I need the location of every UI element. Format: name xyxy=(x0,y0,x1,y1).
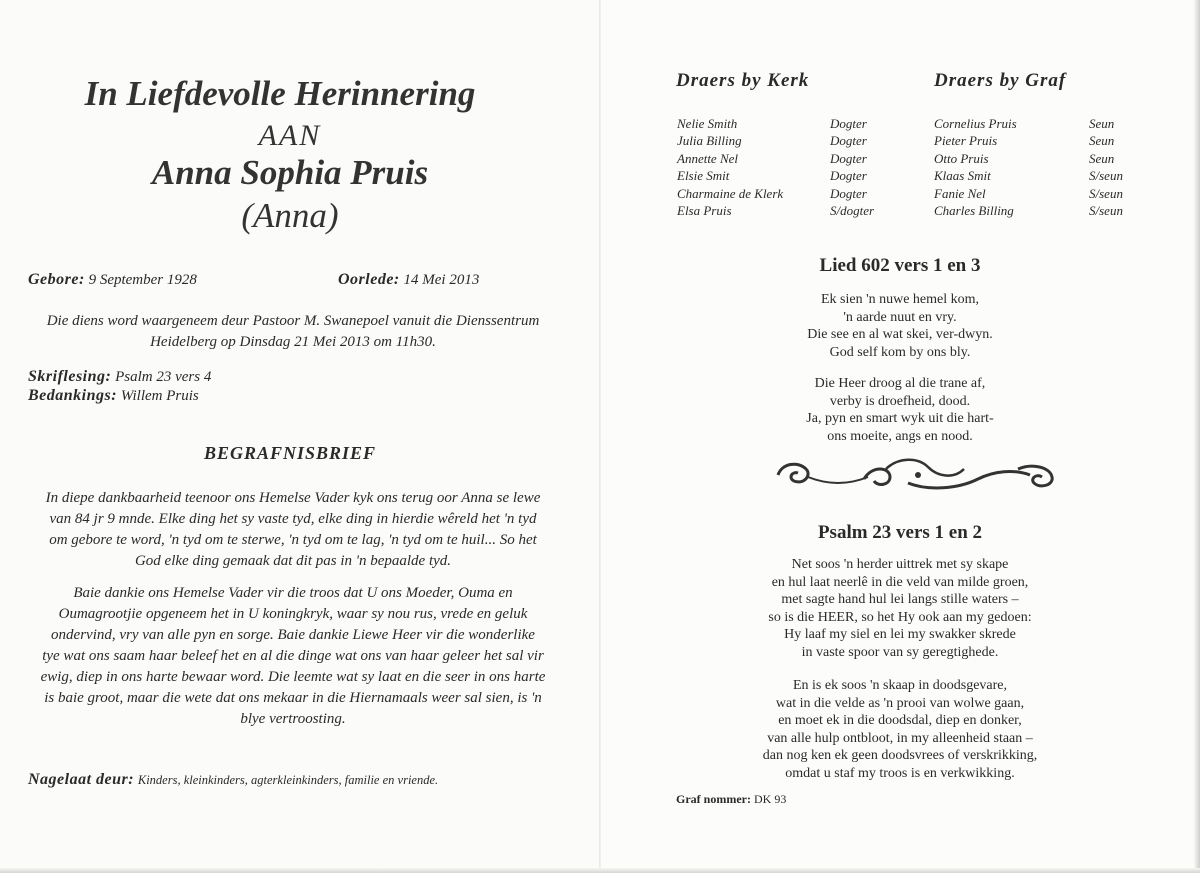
thanks-value: Willem Pruis xyxy=(120,388,199,404)
deceased-nickname: (Anna) xyxy=(241,196,339,235)
died-label: Oorlede: xyxy=(338,271,400,288)
died-value: 14 Mei 2013 xyxy=(403,272,480,288)
grave-bearers-heading: Draers by Graf xyxy=(934,70,1067,91)
verse-line: en hul laat neerlê in die veld van milde groen, xyxy=(771,574,1029,590)
survived-row xyxy=(28,771,438,789)
verse-line: Ja, pyn en smart wyk uit die hart- xyxy=(806,411,994,426)
paragraph-line: God elke ding gemaak dat dit pas in 'n bepaalde tyd. xyxy=(134,553,452,569)
psalm-title: Psalm 23 vers 1 en 2 xyxy=(817,522,983,543)
paragraph-line: Baie dankie ons Hemelse Vader vir die troos dat U ons Moeder, Ouma en xyxy=(73,585,513,601)
grave-number-row xyxy=(676,792,786,807)
letter-paragraph-2 xyxy=(28,583,558,730)
paragraph-line: ewig, diep in ons harte bewaar word. Die leemte wat sy laat en die seer in ons harte xyxy=(40,669,546,685)
verse-line: God self kom by ons bly. xyxy=(829,344,971,360)
bearer-relation: Seun xyxy=(1089,150,1115,166)
verse-line: met sagte hand hul lei langs stille waters – xyxy=(781,592,1019,607)
bearer-name: Charles Billing xyxy=(934,203,1014,219)
bearer-name: Elsie Smit xyxy=(677,168,730,184)
bearer-name: Cornelius Pruis xyxy=(934,116,1017,131)
verse-line: Die see en al wat skei, ver-dwyn. xyxy=(807,327,993,342)
verse-line: wat in die velde as 'n prooi van wolwe gaan, xyxy=(775,695,1025,711)
bearer-relation: Dogter xyxy=(830,168,867,184)
psalm-stanza-1 xyxy=(600,556,1200,661)
verse-line: Ek sien 'n nuwe hemel kom, xyxy=(820,292,980,307)
thanks-label: Bedankings: xyxy=(28,387,118,404)
born-row xyxy=(28,271,197,289)
paragraph-line: om gebore te word, 'n tyd om te sterwe, 'n tyd om te lag, 'n tyd om te huil... So het xyxy=(49,532,537,548)
died-row xyxy=(338,271,479,289)
bearer-relation: S/seun xyxy=(1089,203,1123,219)
verse-line: 'n aarde nuut en vry. xyxy=(843,309,957,325)
paragraph-line: blye vertroosting. xyxy=(240,711,346,727)
verse-line: verby is droefheid, dood. xyxy=(829,393,971,409)
verse-line: van alle hulp ontbloot, in my alleenheid staan – xyxy=(767,730,1033,746)
born-value: 9 September 1928 xyxy=(88,272,197,288)
grave-number-label: Graf nommer: xyxy=(676,792,751,806)
verse-line: Die Heer droog al die trane af, xyxy=(814,376,986,391)
bearer-relation: Dogter xyxy=(830,150,867,166)
reading-label: Skriflesing: xyxy=(28,368,112,385)
verse-line: en moet ek in die doodsdal, diep en donker, xyxy=(778,713,1022,728)
bearer-name: Pieter Pruis xyxy=(934,133,998,149)
bearer-relation: S/seun xyxy=(1089,168,1123,184)
section-heading: BEGRAFNISBRIEF xyxy=(203,443,377,463)
verse-line: Net soos 'n herder uittrek met sy skape xyxy=(791,557,1009,572)
hymn-title: Lied 602 vers 1 en 3 xyxy=(819,255,981,276)
paper-edge-bottom xyxy=(0,868,1200,873)
reading-value: Psalm 23 vers 4 xyxy=(115,369,212,385)
verse-line: omdat u staf my troos is en verkwikking. xyxy=(785,765,1015,781)
letter-paragraph-1 xyxy=(28,488,558,572)
verse-line: En is ek soos 'n skaap in doodsgevare, xyxy=(792,678,1008,693)
paragraph-line: ondervind, vry van alle pyn en sorge. Baie dankie Liewe Heer vir die wonderlike xyxy=(51,627,535,643)
deceased-name: Anna Sophia Pruis xyxy=(151,153,429,192)
hymn-stanza-1 xyxy=(600,291,1200,361)
hymn-stanza-2 xyxy=(600,375,1200,445)
bearer-name: Nelie Smith xyxy=(677,116,738,131)
title-line-2: AAN xyxy=(258,119,322,152)
verse-line: in vaste spoor van sy geregtighede. xyxy=(801,644,999,660)
bearer-relation: Seun xyxy=(1089,116,1115,131)
born-label: Gebore: xyxy=(28,271,85,288)
service-info xyxy=(28,311,558,353)
grave-bearer-relations xyxy=(1089,115,1123,219)
thanks-row xyxy=(28,387,199,405)
bearer-name: Annette Nel xyxy=(677,150,739,166)
bearer-name: Otto Pruis xyxy=(934,150,989,166)
bearer-relation: Dogter xyxy=(830,116,867,131)
reading-row xyxy=(28,368,211,386)
verse-line: Hy laaf my siel en lei my swakker skrede xyxy=(784,627,1016,642)
bearer-name: Julia Billing xyxy=(677,133,742,149)
survived-label: Nagelaat deur: xyxy=(28,771,135,788)
ornament-divider-icon xyxy=(768,455,1068,495)
grave-bearer-names xyxy=(934,115,1017,219)
bearer-name: Elsa Pruis xyxy=(677,203,732,219)
bearer-name: Klaas Smit xyxy=(934,168,991,184)
bearer-name: Fanie Nel xyxy=(934,185,986,201)
verse-line: ons moeite, angs en nood. xyxy=(827,428,973,444)
bearer-relation: Seun xyxy=(1089,133,1115,149)
bearer-name: Charmaine de Klerk xyxy=(677,185,784,201)
survived-value: Kinders, kleinkinders, agterkleinkinders, familie en vriende. xyxy=(137,773,439,787)
service-line: Die diens word waargeneem deur Pastoor M. Swanepoel vanuit die Dienssentrum xyxy=(46,313,540,329)
bearer-relation: S/dogter xyxy=(830,203,875,219)
church-bearer-relations xyxy=(830,115,874,219)
verse-line: so is die HEER, so het Hy ook aan my gedoen: xyxy=(768,609,1032,625)
psalm-stanza-2 xyxy=(600,677,1200,782)
paragraph-line: is baie groot, maar die wete dat ons mekaar in die Hiernamaals weer sal sien, is 'n xyxy=(44,690,542,706)
paragraph-line: van 84 jr 9 mnde. Elke ding het sy vaste tyd, elke ding in hierdie wêreld het 'n tyd xyxy=(49,511,537,527)
bearer-relation: S/seun xyxy=(1089,185,1123,201)
grave-number-value: DK 93 xyxy=(753,792,787,806)
bearer-relation: Dogter xyxy=(830,133,867,149)
title-line-1: In Liefdevolle Herinnering xyxy=(84,74,476,113)
verse-line: dan nog ken ek geen doodsvrees of verskrikking, xyxy=(762,748,1038,763)
paragraph-line: tye wat ons saam haar beleef het en al die dinge wat ons van haar geleer het sal vir xyxy=(42,648,544,664)
paragraph-line: Oumagrootjie opgeneem het in U koningkryk, waar sy nou rus, vrede en geluk xyxy=(58,606,528,622)
service-line: Heidelberg op Dinsdag 21 Mei 2013 om 11h30. xyxy=(150,334,436,350)
church-bearers-heading: Draers by Kerk xyxy=(676,70,810,91)
church-bearer-names xyxy=(677,115,783,219)
paragraph-line: In diepe dankbaarheid teenoor ons Hemelse Vader kyk ons terug oor Anna se lewe xyxy=(45,490,541,506)
bearer-relation: Dogter xyxy=(830,185,867,201)
